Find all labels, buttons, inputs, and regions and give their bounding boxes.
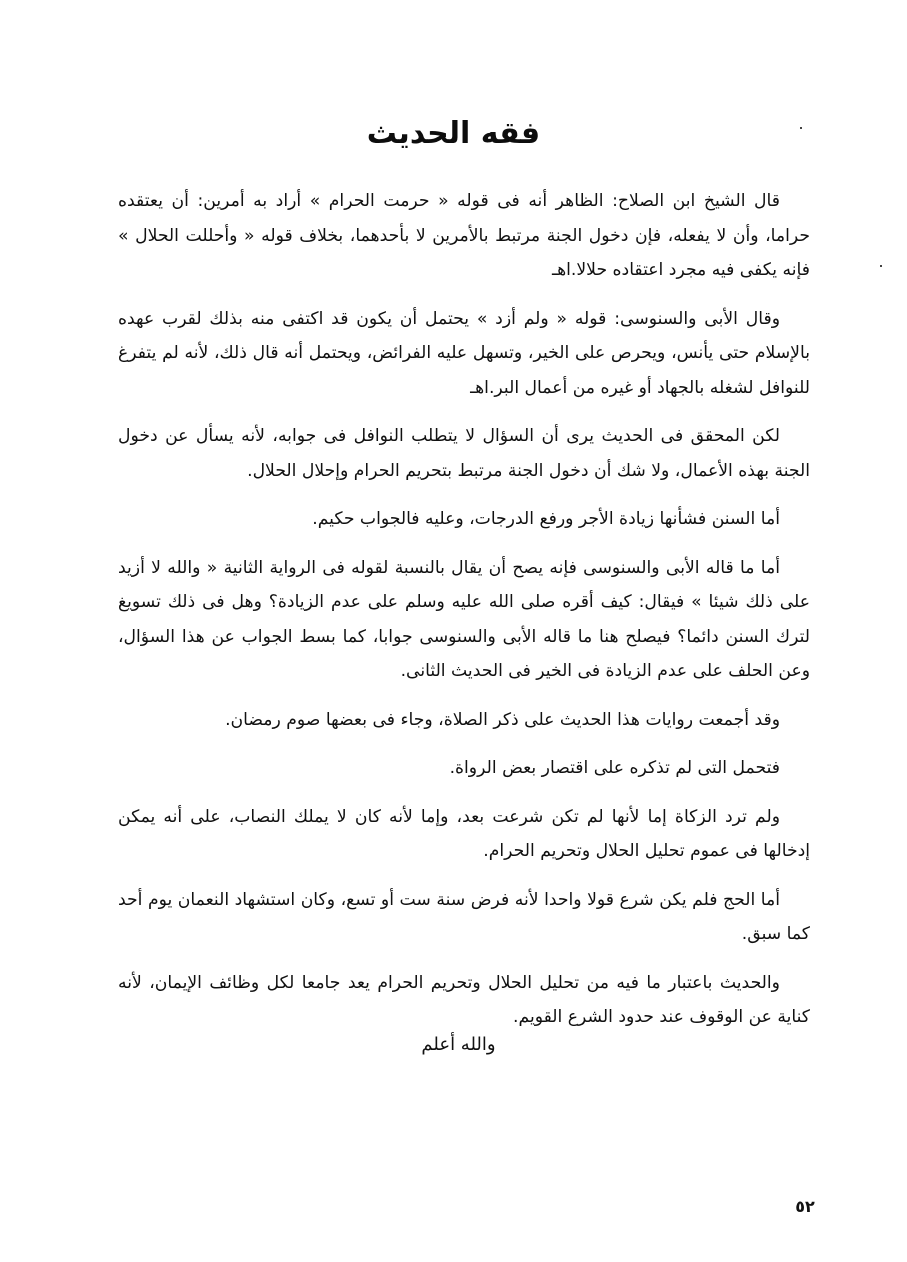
- paragraph-second-narration: أما ما قاله الأبى والسنوسى فإنه يصح أن يقال بالنسبة لقوله فى الرواية الثانية « والله لا أزيد على ذلك شيئا » فيقال: كيف أقره صلى الله عليه وسلم على عدم الزيادة؟ وهل فى ذلك تسويغ لترك السنن دائما؟ فيصلح هنا ما قاله الأبى والسنوسى جوابا، كما بسط الجواب عن هذا السؤال، وعن الحلف على عدم الزيادة فى الخير فى الحديث الثانى.: [118, 557, 810, 681]
- paragraph-abi-sanusi: وقال الأبى والسنوسى: قوله « ولم أزد » يحتمل أن يكون قد اكتفى منه بذلك لقرب عهده بالإسلام حتى يأنس، ويحرص على الخير، وتسهل عليه الفرائض، ويحتمل أنه قال ذلك، لأنه لم يتفرغ للنوافل لشغله بالجهاد أو غيره من أعمال البر.اهـ: [118, 308, 810, 398]
- paragraph-narrations-agree: وقد أجمعت روايات هذا الحديث على ذكر الصلاة، وجاء فى بعضها صوم رمضان.: [225, 709, 780, 730]
- page-title: فقه الحديث: [366, 116, 541, 151]
- paragraph-muhaqqiq: لكن المحقق فى الحديث يرى أن السؤال لا يتطلب النوافل فى جوابه، لأنه يسأل عن دخول الجنة بهذه الأعمال، ولا شك أن دخول الجنة مرتبط بتحريم الحرام وإحلال الحلال.: [118, 426, 810, 481]
- paragraph-narrators-brevity: فتحمل التى لم تذكره على اقتصار بعض الرواة.: [449, 758, 780, 778]
- paragraph-sunan: أما السنن فشأنها زيادة الأجر ورفع الدرجات، وعليه فالجواب حكيم.: [312, 509, 780, 529]
- paragraph-zakat: ولم ترد الزكاة إما لأنها لم تكن شرعت بعد، وإما لأنه كان لا يملك النصاب، على أنه يمكن إدخالها فى عموم تحليل الحلال وتحريم الحرام.: [118, 806, 810, 861]
- body-text: [118, 184, 810, 1049]
- page-number: ٥٢: [795, 1197, 815, 1216]
- paragraph-ibn-salah: قال الشيخ ابن الصلاح: الظاهر أنه فى قوله « حرمت الحرام » أراد به أمرين: أن يعتقده حراما، وأن لا يفعله، فإن دخول الجنة مرتبط بالأمرين لا بأحدهما، بخلاف قوله « وأحللت الحلال » فإنه يكفى فيه مجرد اعتقاده حلالا.اهـ: [118, 191, 810, 280]
- scan-speck: [880, 265, 882, 267]
- paragraph-conclusion: والحديث باعتبار ما فيه من تحليل الحلال وتحريم الحرام يعد جامعا لكل وظائف الإيمان، لأنه كناية عن الوقوف عند حدود الشرع القويم.: [118, 972, 810, 1027]
- paragraph-hajj: أما الحج فلم يكن شرع قولا واحدا لأنه فرض سنة ست أو تسع، وكان استشهاد النعمان يوم أحد كما سبق.: [118, 889, 810, 944]
- closing-phrase: والله أعلم: [421, 1034, 496, 1055]
